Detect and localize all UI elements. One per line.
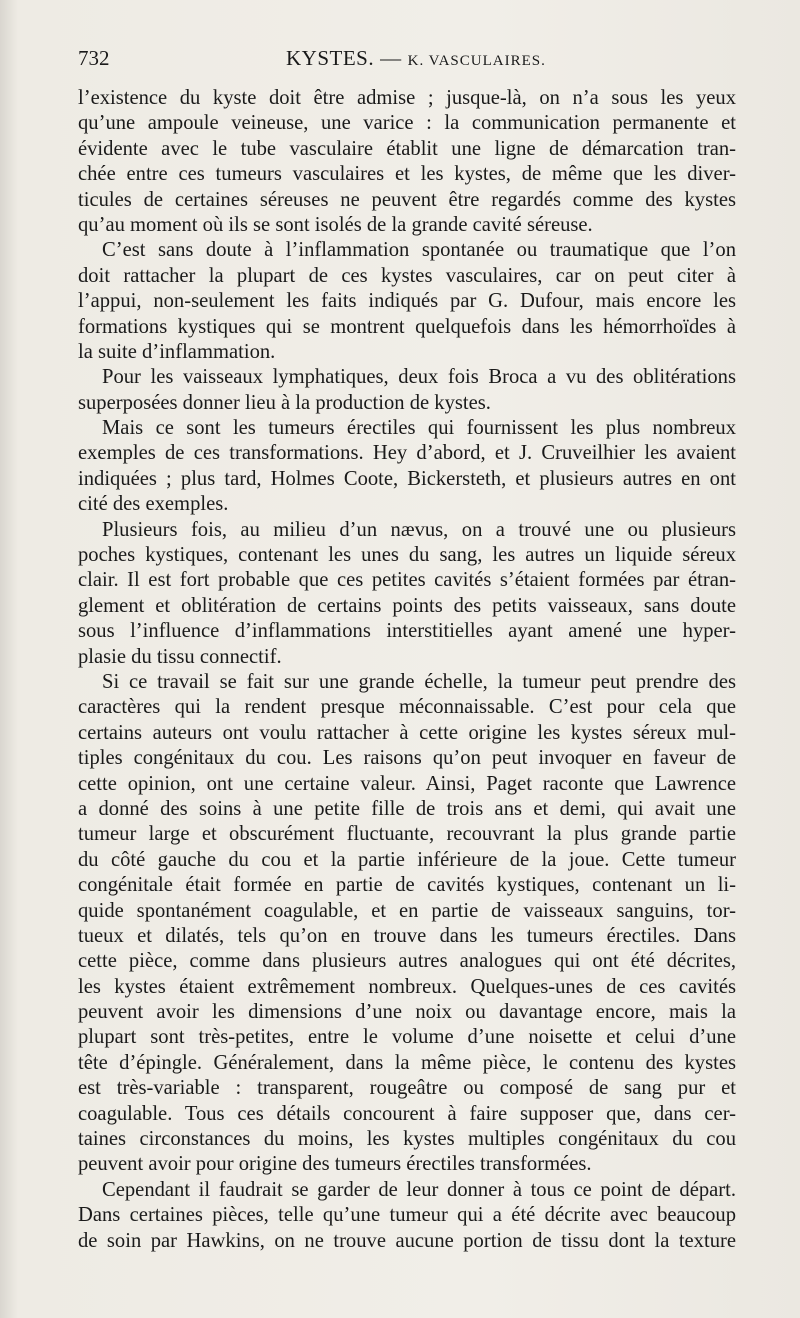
text-line: tiples congénitaux du cou. Les raisons qu’on peut invoquer en faveur de — [78, 747, 736, 770]
text-line: tueux et dilatés, tels qu’on en trouve dans les tumeurs érectiles. Dans — [78, 924, 736, 947]
text-line: plupart sont très-petites, entre le volume d’une noisette et celui d’une — [78, 1026, 736, 1049]
text-line: ticules de certaines séreuses ne peuvent être regardés comme des kystes — [78, 188, 736, 211]
text-line: coagulable. Tous ces détails concourent à faire supposer que, dans cer- — [78, 1102, 736, 1125]
body-text — [78, 86, 736, 1254]
text-line: peuvent avoir pour origine des tumeurs érectiles transformées. — [78, 1153, 592, 1176]
text-line: formations kystiques qui se montrent quelquefois dans les hémorrhoïdes à — [78, 315, 736, 338]
text-line: Mais ce sont les tumeurs érectiles qui fournissent les plus nombreux — [102, 417, 736, 440]
text-line: poches kystiques, contenant les unes du sang, les autres un liquide séreux — [78, 544, 736, 567]
text-line: superposées donner lieu à la production de kystes. — [78, 391, 491, 414]
text-line: doit rattacher la plupart de ces kystes vasculaires, car on peut citer à — [78, 264, 736, 287]
text-line: congénitale était formée en partie de cavités kystiques, contenant un li- — [78, 874, 736, 897]
text-line: la suite d’inflammation. — [78, 340, 276, 363]
text-line: certains auteurs ont voulu rattacher à cette origine les kystes séreux mul- — [78, 721, 736, 744]
text-line: Cependant il faudrait se garder de leur donner à tous ce point de départ. — [102, 1178, 736, 1201]
chapter-title: KYSTES. — [286, 46, 375, 70]
text-line: Dans certaines pièces, telle qu’une tumeur qui a été décrite avec beaucoup — [78, 1204, 736, 1227]
text-line: Si ce travail se fait sur une grande échelle, la tumeur peut prendre des — [102, 670, 736, 693]
text-line: Plusieurs fois, au milieu d’un nævus, on a trouvé une ou plusieurs — [102, 518, 736, 541]
text-line: cette opinion, ont une certaine valeur. Ainsi, Paget raconte que Lawrence — [78, 772, 736, 795]
text-line: est très-variable : transparent, rougeâtre ou composé de sang pur et — [78, 1077, 736, 1100]
text-line: les kystes étaient extrêmement nombreux. Quelques-unes de ces cavités — [78, 975, 736, 998]
text-line: du côté gauche du cou et la partie inférieure de la joue. Cette tumeur — [78, 848, 736, 871]
text-line: de soin par Hawkins, on ne trouve aucune portion de tissu dont la texture — [78, 1229, 736, 1252]
text-line: Pour les vaisseaux lymphatiques, deux fois Broca a vu des oblitérations — [102, 366, 736, 389]
text-line: caractères qui la rendent presque méconnaissable. C’est pour cela que — [78, 696, 736, 719]
text-line: quide spontanément coagulable, et en partie de vaisseaux sanguins, tor- — [78, 899, 736, 922]
running-title — [286, 46, 546, 71]
text-line: cette pièce, comme dans plusieurs autres analogues qui ont été décrites, — [78, 950, 736, 973]
text-line: qu’une ampoule veineuse, une varice : la communication permanente et — [78, 112, 736, 135]
text-line: plasie du tissu connectif. — [78, 645, 282, 668]
text-line: C’est sans doute à l’inflammation spontanée ou traumatique que l’on — [102, 239, 736, 262]
text-line: clair. Il est fort probable que ces petites cavités s’étaient formées par étran- — [78, 569, 736, 592]
text-line: chée entre ces tumeurs vasculaires et les kystes, de même que les diver- — [78, 163, 736, 186]
page-number: 732 — [78, 46, 110, 70]
text-line: sous l’influence d’inflammations interstitielles ayant amené une hyper- — [78, 620, 736, 643]
text-line: tête d’épingle. Généralement, dans la même pièce, le contenu des kystes — [78, 1051, 736, 1074]
running-header — [78, 46, 734, 74]
section-subtitle: K. VASCULAIRES. — [407, 53, 546, 69]
text-line: glement et oblitération de certains points des petits vaisseaux, sans doute — [78, 594, 736, 617]
text-line: l’existence du kyste doit être admise ; jusque-là, on n’a sous les yeux — [78, 87, 736, 109]
text-line: évidente avec le tube vasculaire établit une ligne de démarcation tran- — [78, 137, 736, 160]
text-line: indiquées ; plus tard, Holmes Coote, Bickersteth, et plusieurs autres en ont — [78, 467, 736, 490]
text-line: exemples de ces transformations. Hey d’abord, et J. Cruveilhier les avaient — [78, 442, 736, 465]
text-line: qu’au moment où ils se sont isolés de la grande cavité séreuse. — [78, 213, 593, 236]
text-line: cité des exemples. — [78, 493, 229, 516]
text-line: peuvent avoir les dimensions d’une noix ou davantage encore, mais la — [78, 1001, 736, 1024]
text-line: a donné des soins à une petite fille de trois ans et demi, qui avait une — [78, 797, 736, 820]
text-line: taines circonstances du moins, les kystes multiples congénitaux du cou — [78, 1128, 736, 1151]
text-line: l’appui, non-seulement les faits indiqués par G. Dufour, mais encore les — [78, 290, 736, 313]
title-separator: — — [380, 46, 402, 70]
text-line: tumeur large et obscurément fluctuante, recouvrant la plus grande partie — [78, 823, 736, 846]
